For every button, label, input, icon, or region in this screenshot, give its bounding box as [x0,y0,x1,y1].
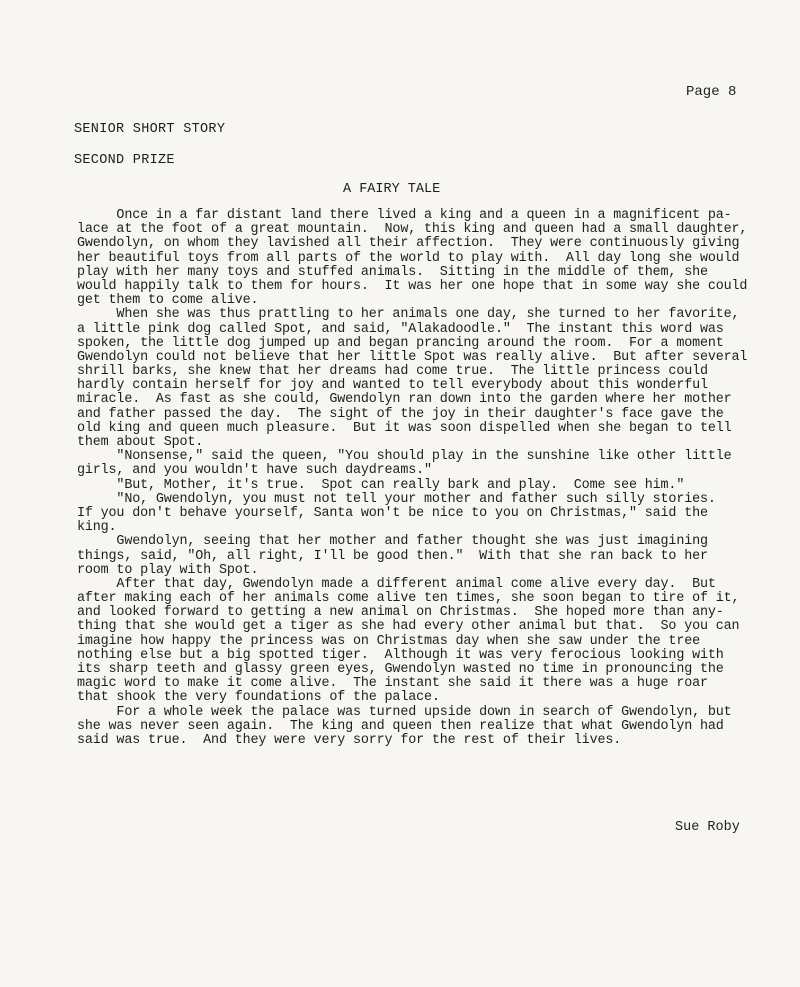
story-line: If you don't behave yourself, Santa won't be nice to you on Christmas," said the [77,505,708,521]
story-line: magic word to make it come alive. The instant she said it there was a huge roar [77,676,708,692]
category-heading: SENIOR SHORT STORY [74,122,226,137]
story-line: after making each of her animals come alive ten times, she soon began to tire of it, [77,591,740,607]
story-line: king. [77,520,117,536]
story-line: she was never seen again. The king and queen then realize that what Gwendolyn had [77,718,724,734]
page-number: Page 8 [686,84,737,100]
story-line: lace at the foot of a great mountain. Now, this king and queen had a small daughter, [77,222,748,238]
story-line: get them to come alive. [77,293,259,309]
story-line: her beautiful toys from all parts of the world to play with. All day long she would [77,250,740,266]
story-line: girls, and you wouldn't have such daydreams." [77,463,432,479]
story-line: thing that she would get a tiger as she had every other animal but that. So you can [77,619,740,635]
story-line: Gwendolyn, on whom they lavished all their affection. They were continuously giving [77,236,740,252]
story-line: shrill barks, she knew that her dreams had come true. The little princess could [77,364,708,380]
story-title: A FAIRY TALE [343,182,441,197]
story-line: spoken, the little dog jumped up and began prancing around the room. For a moment [77,335,724,351]
story-line: After that day, Gwendolyn made a different animal come alive every day. But [77,576,716,592]
story-line: its sharp teeth and glassy green eyes, Gwendolyn wasted no time in pronouncing the [77,662,724,677]
story-line: nothing else but a big spotted tiger. Although it was very ferocious looking with [77,647,724,663]
story-line: For a whole week the palace was turned upside down in search of Gwendolyn, but [77,704,732,720]
story-line: play with her many toys and stuffed animals. Sitting in the middle of them, she [77,264,708,280]
story-line: old king and queen much pleasure. But it was soon dispelled when she began to tell [77,420,732,436]
story-line: hardly contain herself for joy and wanted to tell everybody about this wonderful [77,378,708,394]
story-line: Gwendolyn, seeing that her mother and father thought she was just imagining [77,534,708,550]
story-line: "No, Gwendolyn, you must not tell your mother and father such silly stories. [77,491,716,507]
story-line: them about Spot. [77,435,204,450]
story-line: "But, Mother, it's true. Spot can really bark and play. Come see him." [77,477,685,493]
story-line: would happily talk to them for hours. It was her one hope that in some way she could [77,278,748,294]
award-heading: SECOND PRIZE [74,153,175,168]
story-line: Once in a far distant land there lived a king and a queen in a magnificent pa- [77,208,732,223]
story-line: said was true. And they were very sorry for the rest of their lives. [77,732,622,748]
author-signature: Sue Roby [675,820,740,835]
story-line: miracle. As fast as she could, Gwendolyn ran down into the garden where her mother [77,392,732,408]
story-line: and looked forward to getting a new animal on Christmas. She hoped more than any- [77,605,724,621]
story-line: When she was thus prattling to her animals one day, she turned to her favorite, [77,307,740,323]
story-line: a little pink dog called Spot, and said, "Alakadoodle." The instant this word was [77,321,724,337]
story-line: Gwendolyn could not believe that her little Spot was really alive. But after several [77,349,748,365]
story-line: "Nonsense," said the queen, "You should play in the sunshine like other little [77,449,732,465]
story-line: that shook the very foundations of the palace. [77,690,440,706]
story-line: room to play with Spot. [77,562,259,578]
story-body [77,209,757,748]
story-line: and father passed the day. The sight of the joy in their daughter's face gave the [77,406,724,422]
story-line: things, said, "Oh, all right, I'll be good then." With that she ran back to her [77,548,708,564]
story-line: imagine how happy the princess was on Christmas day when she saw under the tree [77,633,700,649]
